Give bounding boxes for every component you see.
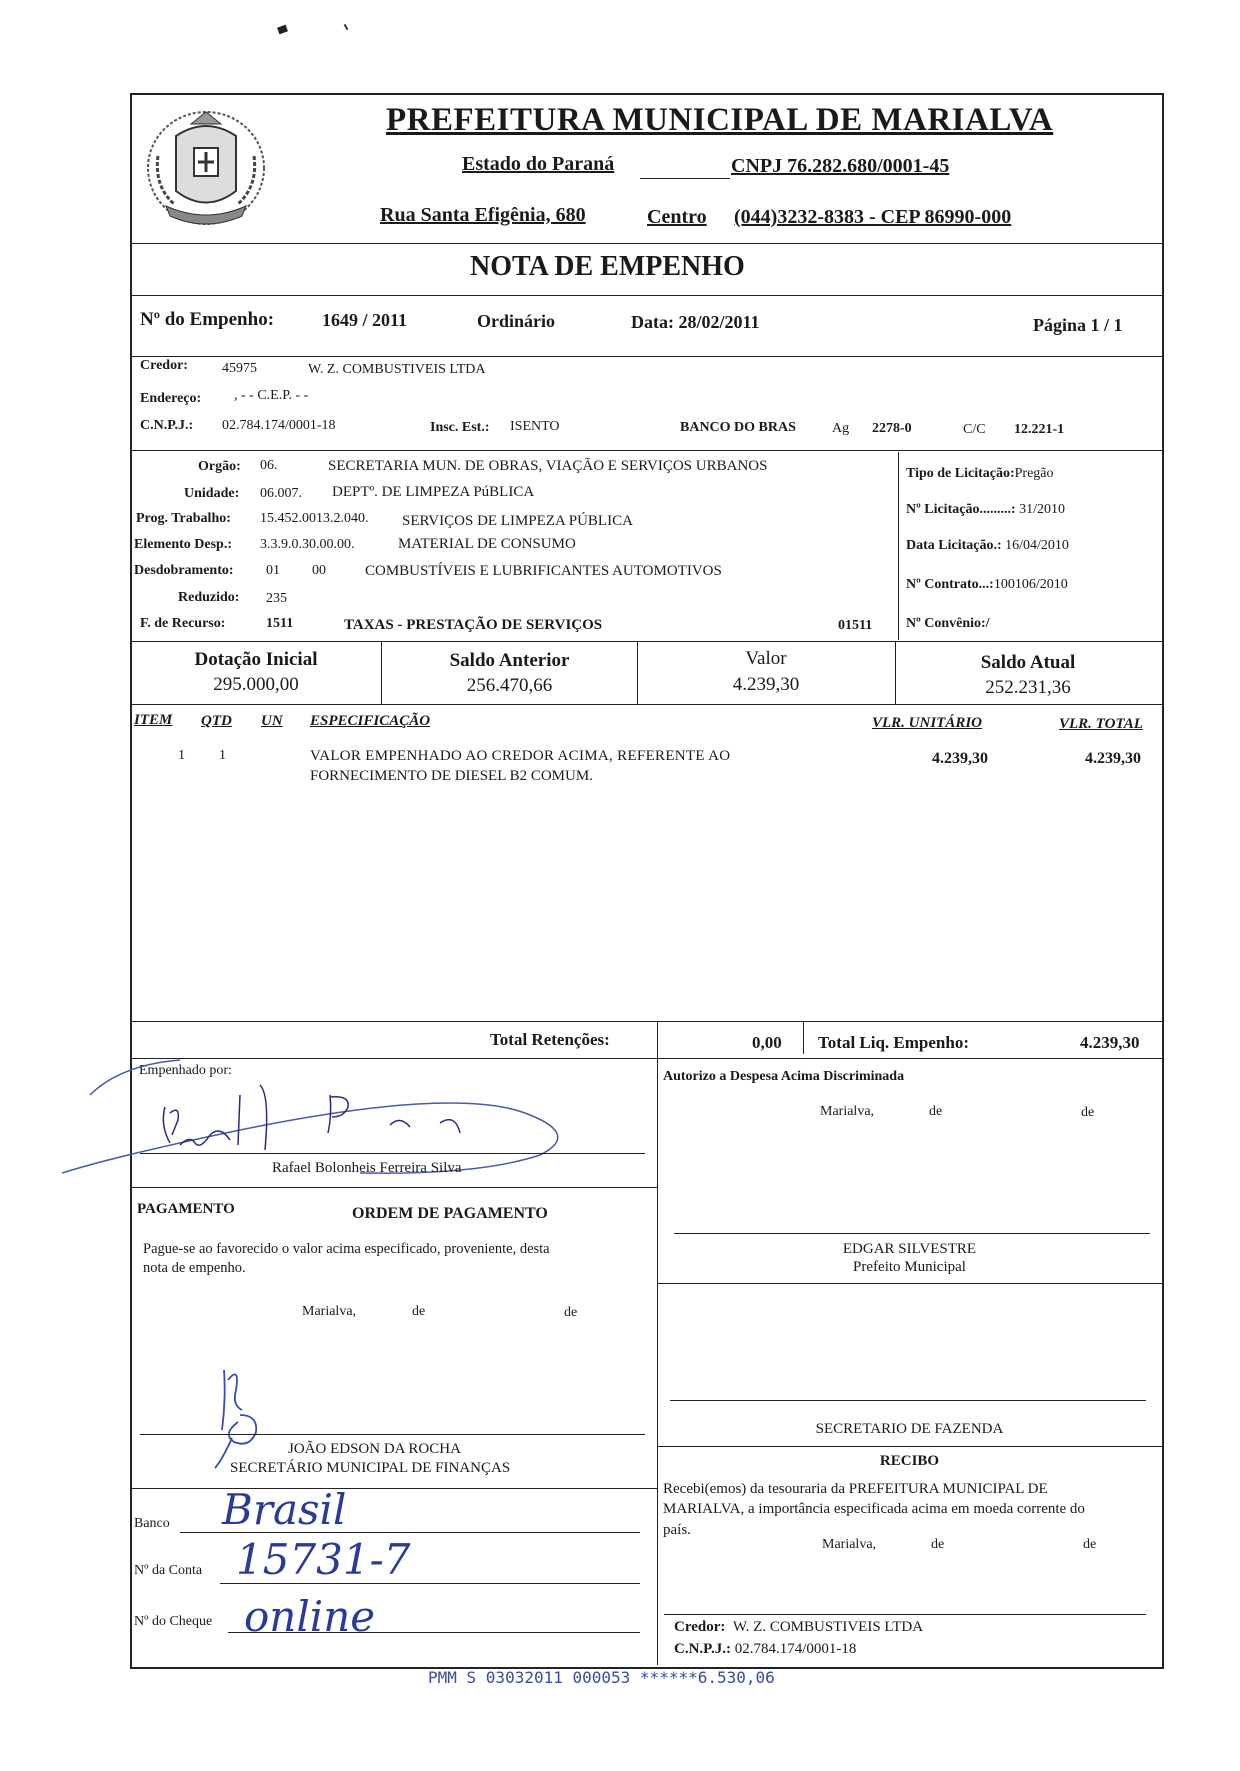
banco-handwritten: Brasil [222,1485,347,1534]
desdobramento-code2: 00 [312,563,326,578]
pagamento-signer-title: SECRETÁRIO MUNICIPAL DE FINANÇAS [230,1460,511,1476]
item-spec-line1: VALOR EMPENHADO AO CREDOR ACIMA, REFERENTE AO [310,748,731,764]
prog-trabalho-code: 15.452.0013.2.040. [260,511,369,526]
autorizo-de1: de [929,1104,943,1119]
elemento-label: Elemento Desp.: [134,537,232,552]
signature-line [140,1434,645,1435]
contrato-number-value: 100106/2010 [993,577,1068,592]
coat-of-arms-icon [136,96,276,236]
recibo-cnpj-label: C.N.P.J.: [674,1641,731,1657]
banco-label: Banco [134,1516,170,1531]
conta-handwritten: 15731-7 [236,1535,411,1584]
empenho-number-label: Nº do Empenho: [140,309,275,330]
recurso-code2: 01511 [838,618,873,633]
autorizo-place: Marialva, [820,1104,875,1119]
cheque-handwritten: online [244,1592,376,1641]
licitacao-date-value: 16/04/2010 [1005,538,1069,553]
licitacao-type-value: Pregão [1014,466,1054,481]
divider [130,243,1162,244]
item-qtd: 1 [219,748,226,763]
bank-name: BANCO DO BRAS [680,420,796,435]
divider [130,450,1162,451]
recibo-place: Marialva, [822,1537,877,1552]
signature-line [140,1153,645,1154]
payment-stamp: PMM S 03032011 000053 ******6.530,06 [428,1668,775,1687]
scan-mark [344,24,349,30]
autorizo-signer-title: Prefeito Municipal [853,1259,966,1275]
col-qtd: QTD [201,713,232,729]
empenhado-name: Rafael Bolonheis Ferreira Silva [272,1160,462,1176]
endereco-label: Endereço: [140,391,202,406]
licitacao-number-label: Nº Licitação.........: [906,502,1016,517]
col-item: ITEM [134,712,173,728]
divider [658,1446,1162,1447]
licitacao-number [906,502,1065,518]
recibo-de1: de [931,1537,945,1552]
state-name: Estado do Paraná [462,153,615,175]
saldo-atual-value: 252.231,36 [985,677,1071,698]
col-vlr-unitario: VLR. UNITÁRIO [872,715,983,731]
autorizo-label: Autorizo a Despesa Acima Discriminada [663,1069,905,1084]
saldo-atual-label: Saldo Atual [980,652,1076,673]
divider [130,295,1162,296]
insc-est-label: Insc. Est.: [430,420,490,435]
fazenda-signer: SECRETARIO DE FAZENDA [815,1421,1004,1437]
total-retencoes-value: 0,00 [752,1033,782,1052]
credor-name: W. Z. COMBUSTIVEIS LTDA [308,362,486,377]
recibo-credor-value: W. Z. COMBUSTIVEIS LTDA [732,1619,924,1635]
valor-label: Valor [745,648,787,669]
elemento-code: 3.3.9.0.30.00.00. [260,537,355,552]
divider [130,356,1162,357]
pagamento-signer: JOÃO EDSON DA ROCHA [288,1441,461,1457]
unidade-code: 06.007. [260,486,302,501]
total-liq-label: Total Liq. Empenho: [818,1033,969,1052]
header-address: Rua Santa Efigênia, 680 [380,204,586,226]
cheque-label: Nº do Cheque [134,1614,213,1629]
credor-cnpj-label: C.N.P.J.: [140,418,194,433]
valor-value: 4.239,30 [732,674,800,695]
divider [130,704,1162,705]
dotacao-inicial-label: Dotação Inicial [194,649,318,670]
recibo-de2: de [1083,1537,1097,1552]
divider [658,1283,1162,1284]
licitacao-type-label: Tipo de Licitação: [906,466,1015,481]
col-un: UN [261,713,283,729]
reduzido-value: 235 [266,591,287,606]
recurso-code: 1511 [266,616,294,631]
col-vlr-total: VLR. TOTAL [1059,716,1143,732]
orgao-name: SECRETARIA MUN. DE OBRAS, VIAÇÃO E SERVIÇOS URBANOS [328,458,768,474]
credor-label: Credor: [140,358,188,373]
desdobramento-code1: 01 [266,563,280,578]
contrato-number [906,577,1068,593]
col-especificacao: ESPECIFICAÇÃO [310,713,431,729]
empenho-number: 1649 / 2011 [322,310,408,330]
empenho-date: Data: 28/02/2011 [631,312,760,332]
dotacao-inicial-value: 295.000,00 [213,674,299,695]
orgao-label: Orgão: [198,459,241,474]
ag-label: Ag [832,421,850,436]
item-spec-line2: FORNECIMENTO DE DIESEL B2 COMUM. [310,768,593,784]
endereco-value: , - - C.E.P. - - [234,388,309,403]
convenio-number: Nº Convênio:/ [906,616,990,631]
divider [803,1022,804,1054]
signature-line [670,1400,1146,1401]
item-vlr-total: 4.239,30 [1085,750,1141,767]
cc-value: 12.221-1 [1014,422,1065,437]
prog-trabalho-label: Prog. Trabalho: [136,511,231,526]
saldo-anterior-label: Saldo Anterior [449,650,570,671]
page-number: Página 1 / 1 [1033,315,1123,335]
licitacao-date [906,538,1069,554]
recibo-cnpj [674,1641,856,1658]
recibo-text3: país. [663,1522,691,1538]
signature-line [674,1233,1150,1234]
conta-label: Nº da Conta [134,1563,203,1578]
municipality-title: PREFEITURA MUNICIPAL DE MARIALVA [386,102,1054,138]
header-divider [640,178,730,179]
contrato-number-label: Nº Contrato...: [906,577,994,592]
pagamento-label: PAGAMENTO [137,1201,235,1217]
licitacao-date-label: Data Licitação.: [906,538,1002,553]
desdobramento-label: Desdobramento: [134,563,234,578]
recibo-credor [674,1619,923,1636]
header-district: Centro [647,206,707,228]
header-cnpj: CNPJ 76.282.680/0001-45 [731,155,950,177]
divider [130,1187,658,1188]
saldo-anterior-value: 256.470,66 [466,675,553,696]
pagamento-de2: de [564,1305,578,1320]
recibo-label: RECIBO [879,1453,940,1469]
banco-line [180,1532,640,1533]
cc-label: C/C [963,422,986,437]
pagamento-signature [200,1360,290,1470]
signature-line [664,1614,1146,1615]
orgao-code: 06. [260,458,278,473]
pagamento-text1: Pague-se ao favorecido o valor acima especificado, proveniente, desta [143,1241,550,1257]
header-phone-cep: (044)3232-8383 - CEP 86990-000 [734,206,1012,228]
ordem-pagamento-label: ORDEM DE PAGAMENTO [352,1205,548,1222]
autorizo-de2: de [1081,1105,1095,1120]
recurso-name: TAXAS - PRESTAÇÃO DE SERVIÇOS [344,617,603,633]
insc-est-value: ISENTO [510,419,560,434]
prog-trabalho-name: SERVIÇOS DE LIMPEZA PÚBLICA [402,513,633,529]
credor-cnpj: 02.784.174/0001-18 [222,418,336,433]
scan-mark [277,25,288,35]
item-vlr-unitario: 4.239,30 [932,750,988,767]
pagamento-text2: nota de empenho. [143,1260,246,1276]
licitacao-number-value: 31/2010 [1019,502,1065,517]
reduzido-label: Reduzido: [178,590,240,605]
pagamento-place: Marialva, [302,1304,357,1319]
pagamento-de1: de [412,1304,426,1319]
empenho-type: Ordinário [477,311,556,331]
conta-line [220,1583,640,1584]
document-title: NOTA DE EMPENHO [470,251,745,282]
item-number: 1 [178,748,185,763]
desdobramento-name: COMBUSTÍVEIS E LUBRIFICANTES AUTOMOTIVOS [365,563,722,579]
empenhado-label: Empenhado por: [139,1063,232,1078]
credor-code: 45975 [222,361,257,376]
unidade-name: DEPTº. DE LIMPEZA PúBLICA [332,484,535,500]
elemento-name: MATERIAL DE CONSUMO [398,536,576,552]
recibo-cnpj-value: 02.784.174/0001-18 [734,1641,857,1657]
divider [130,641,1162,642]
recibo-text2: MARIALVA, a importância especificada acima em moeda corrente do [663,1501,1085,1517]
divider [898,452,899,640]
recibo-text1: Recebi(emos) da tesouraria da PREFEITURA MUNICIPAL DE [663,1481,1048,1497]
recurso-label: F. de Recurso: [140,616,226,631]
licitacao-type [906,466,1054,482]
cheque-line [228,1632,640,1633]
autorizo-signer: EDGAR SILVESTRE [842,1241,977,1257]
divider [130,1488,658,1489]
unidade-label: Unidade: [184,486,240,501]
total-retencoes-label: Total Retenções: [490,1030,610,1049]
ag-value: 2278-0 [872,421,912,436]
total-liq-value: 4.239,30 [1080,1033,1140,1052]
recibo-credor-label: Credor: [674,1619,726,1635]
